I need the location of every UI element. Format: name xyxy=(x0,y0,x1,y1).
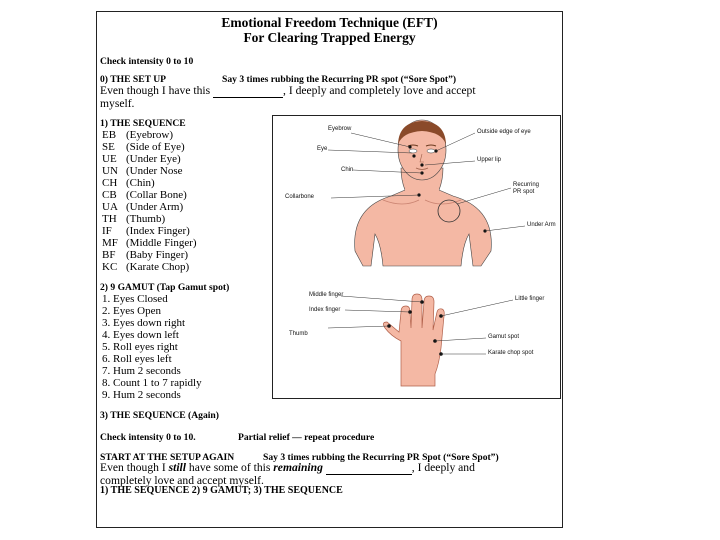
sequence-point-name: (Baby Finger) xyxy=(126,249,189,261)
sequence-point-name: (Under Arm) xyxy=(126,201,184,213)
sequence-heading: 1) THE SEQUENCE xyxy=(100,118,186,129)
sequence-abbr: CB xyxy=(102,189,117,201)
right-eye-icon xyxy=(427,149,435,153)
sequence-item xyxy=(102,249,197,261)
setup-statement xyxy=(100,84,476,98)
label-collarbone: Collarbone xyxy=(285,194,315,200)
gamut-item: 5. Roll eyes right xyxy=(102,341,178,353)
setup-instruction: Say 3 times rubbing the Recurring PR spot (“Sore Spot”) xyxy=(222,74,457,85)
sequence-item xyxy=(102,129,197,141)
setup-again-line2: completely love and accept myself. xyxy=(100,474,264,487)
sequence-point-name: (Eyebrow) xyxy=(126,129,174,141)
gamut-item: 8. Count 1 to 7 rapidly xyxy=(102,377,202,389)
sequence-item xyxy=(102,165,197,177)
label-eyebrow: Eyebrow xyxy=(328,126,352,132)
line1-part-a: Even though I xyxy=(100,461,166,474)
check-intensity-1: Check intensity 0 to 10 xyxy=(100,56,194,67)
sequence-item xyxy=(102,201,197,213)
check-intensity-2: Check intensity 0 to 10. xyxy=(100,432,196,443)
setup-again-line1 xyxy=(100,461,475,475)
setup-again-instruction: Say 3 times rubbing the Recurring PR Spot (“Sore Spot”) xyxy=(263,452,499,463)
sequence-abbr: BF xyxy=(102,249,116,261)
gamut-list xyxy=(102,293,202,401)
label-eye: Eye xyxy=(317,146,328,152)
tapping-points-figure xyxy=(272,115,561,399)
sequence-abbr: UA xyxy=(102,201,118,213)
label-thumb: Thumb xyxy=(289,331,308,337)
sequence-item xyxy=(102,261,197,273)
setup-statement-part2: , I deeply and completely love and accept xyxy=(283,84,476,97)
sequence-abbr: TH xyxy=(102,213,117,225)
sequence-item xyxy=(102,213,197,225)
sequence-again: 3) THE SEQUENCE (Again) xyxy=(100,410,219,421)
label-recurring-pr-2: PR spot xyxy=(513,189,535,195)
title-line-2: For Clearing Trapped Energy xyxy=(243,30,416,45)
sequence-abbr: UN xyxy=(102,165,118,177)
label-upper-lip: Upper lip xyxy=(477,157,502,163)
sequence-abbr: MF xyxy=(102,237,118,249)
setup-statement-part3: myself. xyxy=(100,97,135,110)
gamut-heading: 2) 9 GAMUT (Tap Gamut spot) xyxy=(100,282,230,293)
word-still: still xyxy=(168,461,186,474)
setup-heading: 0) THE SET UP xyxy=(100,74,167,85)
line1-part-b: have some of this xyxy=(188,461,271,474)
sequence-point-name: (Under Nose xyxy=(126,165,183,177)
label-under-arm: Under Arm xyxy=(527,222,556,228)
gamut-item: 1. Eyes Closed xyxy=(102,293,168,305)
setup-statement-part1: Even though I have this xyxy=(100,84,211,97)
partial-relief: Partial relief — repeat procedure xyxy=(238,432,375,443)
sequence-abbr: IF xyxy=(102,225,112,237)
label-middle-finger: Middle finger xyxy=(309,292,344,298)
sequence-abbr: EB xyxy=(102,129,117,141)
setup-again-heading: START AT THE SETUP AGAIN xyxy=(100,452,235,463)
dot-under-eye xyxy=(412,154,415,157)
sequence-point-name: (Under Eye) xyxy=(126,153,181,165)
title-line-1: Emotional Freedom Technique (EFT) xyxy=(221,15,438,30)
sequence-point-name: (Side of Eye) xyxy=(126,141,185,153)
line1-part-c: , I deeply and xyxy=(411,461,475,474)
word-remaining: remaining xyxy=(273,461,323,474)
sequence-item xyxy=(102,177,197,189)
label-outside-edge: Outside edge of eye xyxy=(477,129,531,135)
gamut-item: 9. Hum 2 seconds xyxy=(102,389,181,401)
gamut-item: 7. Hum 2 seconds xyxy=(102,365,181,377)
gamut-item: 6. Roll eyes left xyxy=(102,353,172,365)
gamut-item: 3. Eyes down right xyxy=(102,317,186,329)
sequence-point-name: (Index Finger) xyxy=(126,225,190,237)
label-index-finger: Index finger xyxy=(309,307,341,313)
sequence-abbr: CH xyxy=(102,177,118,189)
setup-again-line3: 1) THE SEQUENCE 2) 9 GAMUT; 3) THE SEQUENCE xyxy=(100,485,343,496)
sequence-abbr: SE xyxy=(102,141,115,153)
label-karate-chop: Karate chop spot xyxy=(488,350,534,356)
sequence-item xyxy=(102,225,197,237)
left-eye-icon xyxy=(409,149,417,153)
sequence-item xyxy=(102,141,197,153)
blank-line xyxy=(213,84,283,98)
eft-worksheet xyxy=(96,11,563,528)
gamut-item: 4. Eyes down left xyxy=(102,329,179,341)
sequence-abbr: KC xyxy=(102,261,118,273)
dot-under-nose xyxy=(420,163,423,166)
sequence-point-name: (Chin) xyxy=(126,177,155,189)
label-chin: Chin xyxy=(341,167,354,173)
blank-line-2 xyxy=(326,461,412,475)
sequence-point-name: (Middle Finger) xyxy=(126,237,197,249)
sequence-point-name: (Thumb) xyxy=(126,213,166,225)
sequence-point-name: (Karate Chop) xyxy=(126,261,190,273)
gamut-item: 2. Eyes Open xyxy=(102,305,161,317)
sequence-point-name: (Collar Bone) xyxy=(126,189,187,201)
label-recurring-pr-1: Recurring xyxy=(513,182,540,188)
label-little-finger: Little finger xyxy=(515,296,545,302)
sequence-item xyxy=(102,237,197,249)
sequence-item xyxy=(102,189,197,201)
sequence-list xyxy=(102,129,197,273)
sequence-abbr: UE xyxy=(102,153,117,165)
label-gamut-spot: Gamut spot xyxy=(488,334,520,340)
sequence-item xyxy=(102,153,197,165)
